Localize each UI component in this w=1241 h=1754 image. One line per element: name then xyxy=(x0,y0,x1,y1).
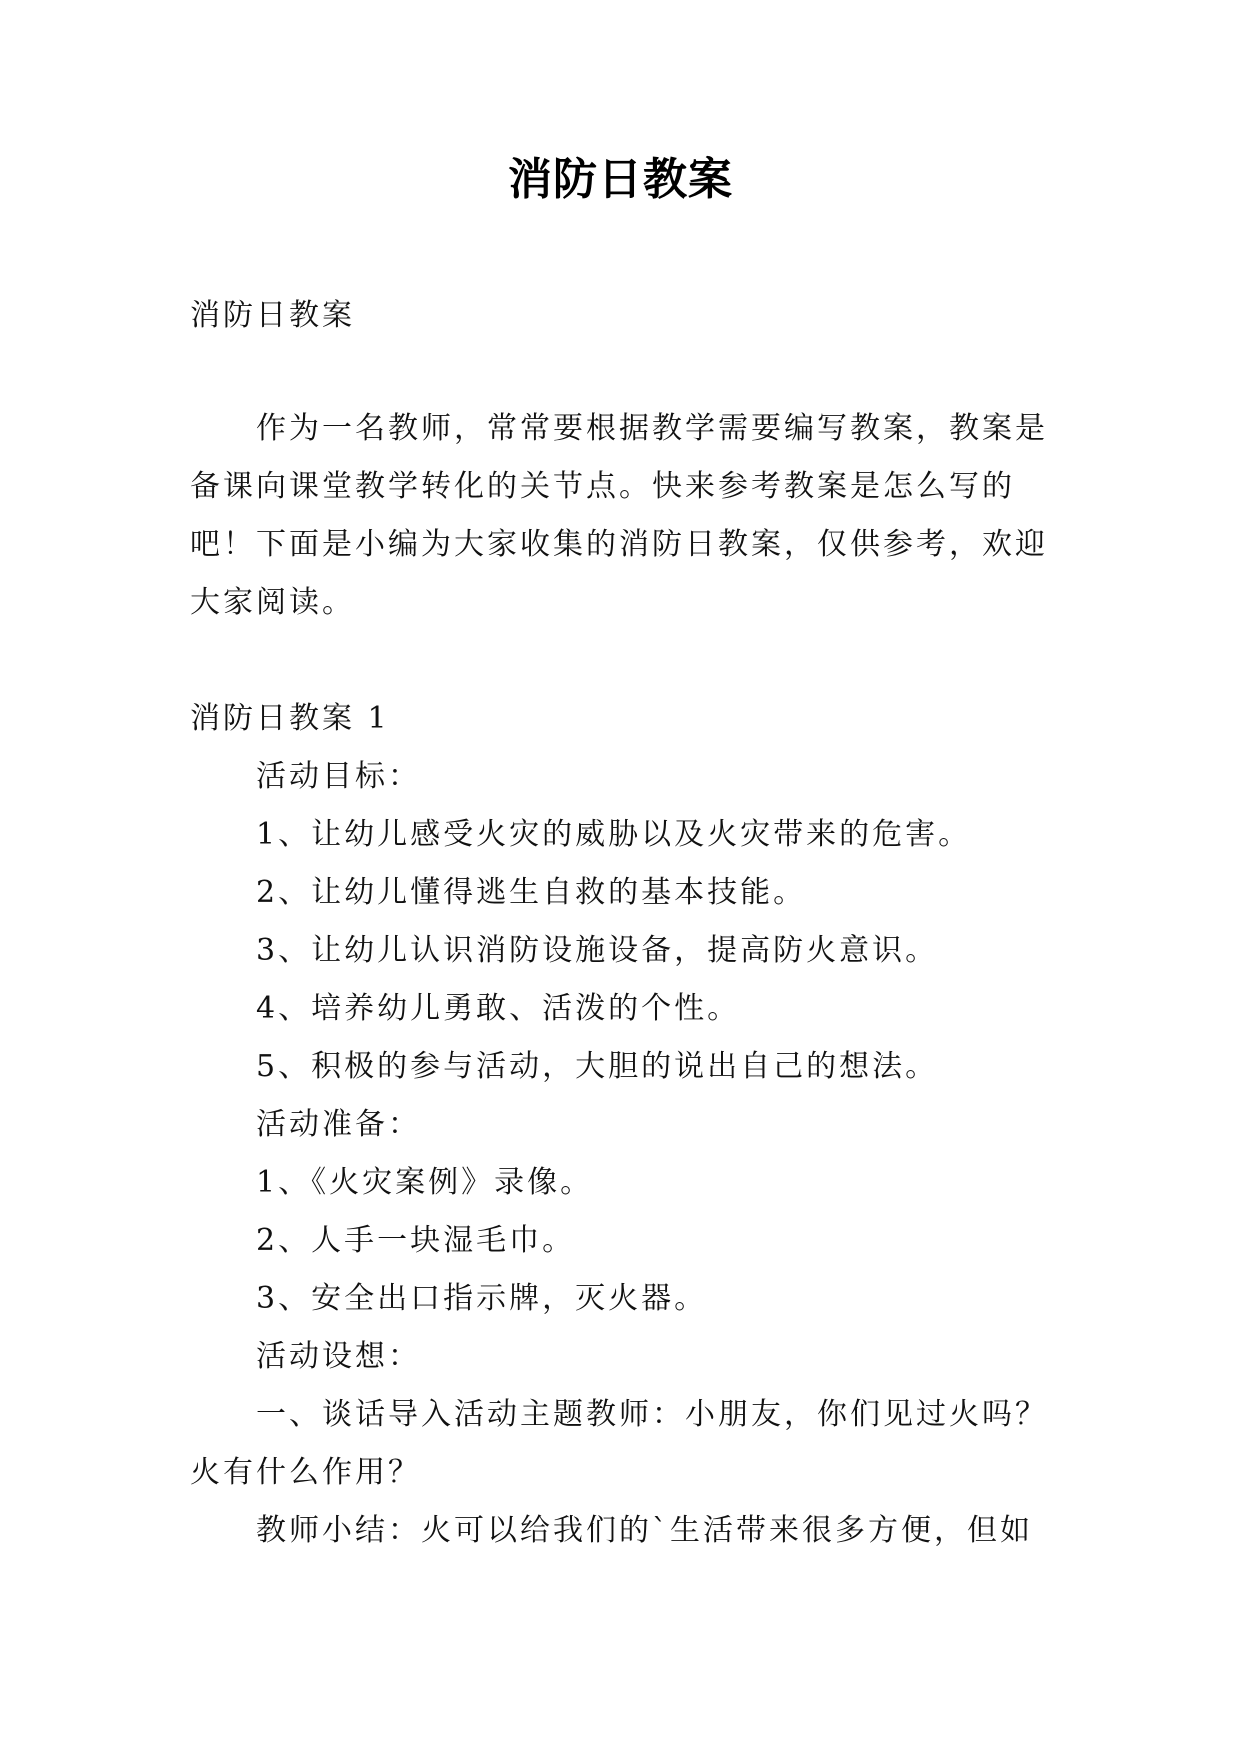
lesson-plan-section-1 xyxy=(190,690,1060,1560)
document-subtitle xyxy=(190,287,1060,345)
intro-line-1: 作为一名教师，常常要根据教学需要编写教案，教案是 xyxy=(256,411,1048,446)
plan-step-1-line-1: 一、谈话导入活动主题教师：小朋友，你们见过火吗？ xyxy=(256,1397,1048,1432)
subtitle-line: 消防日教案 xyxy=(190,298,355,333)
document-title: 消防日教案 xyxy=(508,154,733,205)
intro-line-3: 吧！下面是小编为大家收集的消防日教案，仅供参考，欢迎 xyxy=(190,527,1048,562)
prep-item-1: 1、《火灾案例》录像。 xyxy=(256,1165,594,1200)
goal-item-2: 2、让幼儿懂得逃生自救的基本技能。 xyxy=(256,875,807,910)
goal-item-1: 1、让幼儿感受火灾的威胁以及火灾带来的危害。 xyxy=(256,817,972,852)
prep-item-2: 2、人手一块湿毛巾。 xyxy=(256,1223,576,1258)
activity-plan-heading: 活动设想： xyxy=(256,1339,421,1374)
goal-item-3: 3、让幼儿认识消防设施设备，提高防火意识。 xyxy=(256,933,939,968)
intro-line-4: 大家阅读。 xyxy=(190,585,355,620)
plan-step-1-line-2: 火有什么作用？ xyxy=(190,1455,421,1490)
goal-item-4: 4、培养幼儿勇敢、活泼的个性。 xyxy=(256,991,741,1026)
intro-line-2: 备课向课堂教学转化的关节点。快来参考教案是怎么写的 xyxy=(190,469,1015,504)
intro-paragraph xyxy=(190,400,1060,632)
activity-prep-heading: 活动准备： xyxy=(256,1107,421,1142)
goal-item-5: 5、积极的参与活动，大胆的说出自己的想法。 xyxy=(256,1049,939,1084)
teacher-summary-line: 教师小结：火可以给我们的`生活带来很多方便，但如 xyxy=(256,1513,1033,1548)
section-heading: 消防日教案 1 xyxy=(190,701,390,736)
prep-item-3: 3、安全出口指示牌，灭火器。 xyxy=(256,1281,708,1316)
activity-goals-heading: 活动目标： xyxy=(256,759,421,794)
